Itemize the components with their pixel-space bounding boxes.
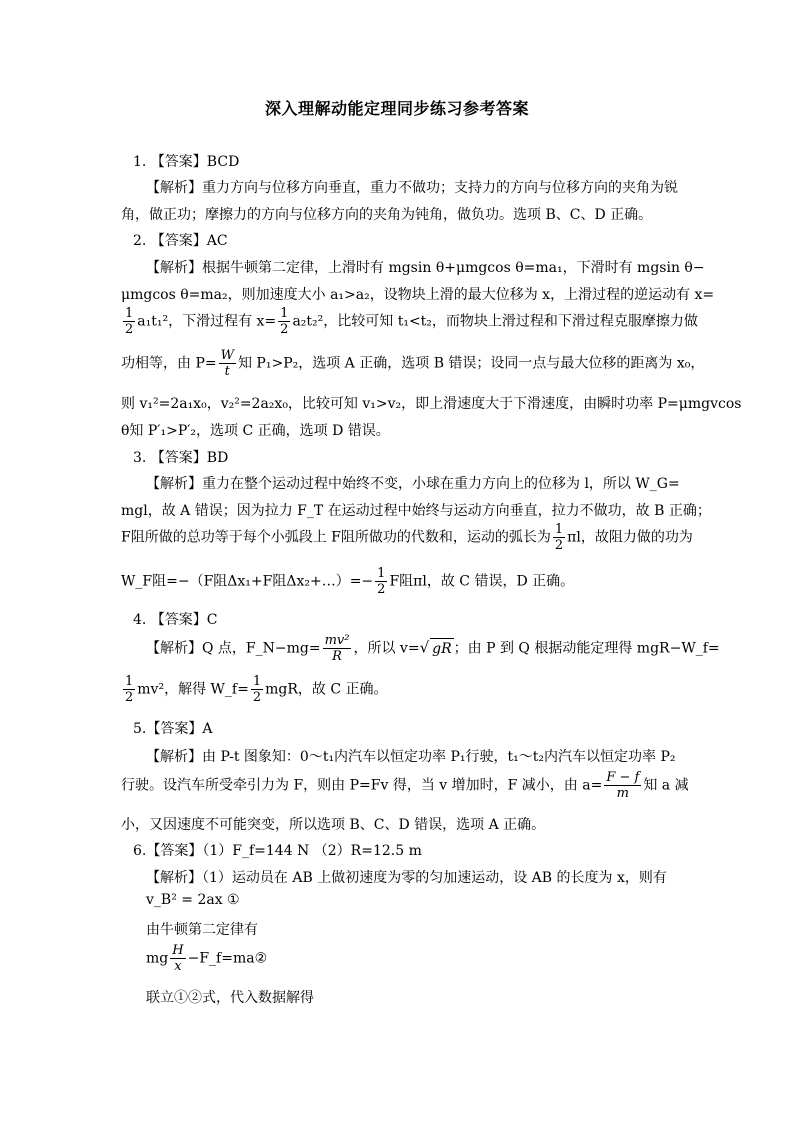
page-title: 深入理解动能定理同步练习参考答案 (264, 99, 529, 118)
q3-answer: 3. 【答案】BD (133, 450, 229, 466)
q2-explain-line: 则 v₁²=2a₁x₀，v₂²=2a₂x₀，比较可知 v₁>v₂，即上滑速度大于下滑速度，由瞬时功率 P=μmgvcos (121, 396, 742, 412)
fraction: $\frac{\text{mv²}}{R}$ (324, 633, 350, 664)
q6-explain-line: 【解析】（1）运动员在 AB 上做初速度为零的匀加速运动，设 AB 的长度为 x，则有 (146, 870, 667, 886)
q4-answer: 4. 【答案】C (133, 612, 218, 628)
sqrt-content: gR (430, 638, 454, 659)
q5-explain-line: 小，又因速度不可能突变，所以选项 B、C、D 错误，选项 A 正确。 (121, 817, 546, 833)
q1-explain-line: 【解析】重力方向与位移方向垂直，重力不做功；支持力的方向与位移方向的夹角为锐 (146, 180, 678, 196)
q2-explain-line: θ知 P′₁>P′₂，选项 C 正确，选项 D 错误。 (121, 423, 390, 439)
sqrt-icon: √ (419, 638, 430, 657)
q6-equation-2: mg $\frac{H}{x}$ −F_f=ma② (146, 943, 268, 974)
q2-explain-line: 功相等，由 P= $\frac{W}{t}$ 知 P₁>P₂，选项 A 正确，选项 B 错误；设同一点与最大位移的距离为 x₀， (121, 348, 705, 379)
fraction: $\frac{F - f}{m}$ (606, 770, 640, 801)
q2-explain-line: 【解析】根据牛顿第二定律，上滑时有 mgsin θ+μmgcos θ=ma₁，下滑时有 mgsin θ− (146, 260, 705, 276)
q4-explain-line: $\frac{1}{2}$ mv²，解得 W_f= $\frac{1}{2}$ mgR，故 C 正确。 (125, 674, 388, 705)
fraction: $\frac{W}{t}$ (220, 348, 234, 379)
q6-answer: 6.【答案】（1）F_f=144 N （2）R=12.5 m (133, 843, 422, 859)
q3-explain-line: F阻所做的总功等于每个小弧段上 F阻所做功的代数和，运动的弧长为 $\frac{1}{2}$ πl，故阻力做的功为 (121, 522, 693, 553)
q3-explain-line: W_F阻=−（F阻Δx₁+F阻Δx₂+…）=− $\frac{1}{2}$ F阻πl，故 C 错误，D 正确。 (121, 566, 575, 597)
q6-explain-line: 联立①②式，代入数据解得 (146, 990, 314, 1006)
q5-explain-line: 【解析】由 P-t 图象知：0～t₁内汽车以恒定功率 P₁行驶，t₁～t₂内汽车以恒定功率 P₂ (146, 749, 676, 765)
q3-explain-line: mgl，故 A 错误；因为拉力 F_T 在运动过程中始终与运动方向垂直，拉力不做功，故 B 正确； (121, 503, 711, 519)
fraction: $\frac{1}{2}$ (554, 522, 564, 553)
q6-equation-1: v_B² = 2ax ① (146, 892, 240, 908)
fraction: $\frac{H}{x}$ (172, 943, 184, 974)
q3-explain-line: 【解析】重力在整个运动过程中始终不变，小球在重力方向上的位移为 l，所以 W_G= (146, 476, 680, 492)
fraction: $\frac{1}{2}$ (377, 566, 386, 597)
q1-answer: 1. 【答案】BCD (133, 154, 240, 170)
q6-explain-line: 由牛顿第二定律有 (146, 922, 258, 938)
q1-explain-line: 角，做正功；摩擦力的方向与位移方向的夹角为钝角，做负功。选项 B、C、D 正确。 (121, 207, 653, 223)
fraction: $\frac{1}{2}$ (252, 674, 262, 705)
q2-explain-line: $\frac{1}{2}$ a₁t₁²，下滑过程有 x= $\frac{1}{2}$ a₂t₂²，比较可知 t₁<t₂，而物块上滑过程和下滑过程克服摩擦力做 (125, 306, 698, 337)
q5-answer: 5.【答案】A (133, 721, 213, 737)
q5-explain-line: 行驶。设汽车所受牵引力为 F，则由 P=Fv 得，当 v 增加时，F 减小，由 a= $\frac{F - f}{m}$ 知 a 减 (121, 770, 689, 801)
q2-explain-line: μmgcos θ=ma₂，则加速度大小 a₁>a₂，设物块上滑的最大位移为 x，上滑过程的逆运动有 x= (121, 287, 715, 303)
q2-answer: 2. 【答案】AC (133, 233, 228, 249)
fraction: $\frac{1}{2}$ (125, 674, 134, 705)
fraction: $\frac{1}{2}$ (125, 306, 134, 337)
fraction: $\frac{1}{2}$ (280, 306, 289, 337)
q4-explain-line: 【解析】Q 点，F_N−mg= $\frac{\text{mv²}}{R}$ ，所以 v=√ gR ；由 P 到 Q 根据动能定理得 mgR−W_f= (146, 633, 720, 664)
